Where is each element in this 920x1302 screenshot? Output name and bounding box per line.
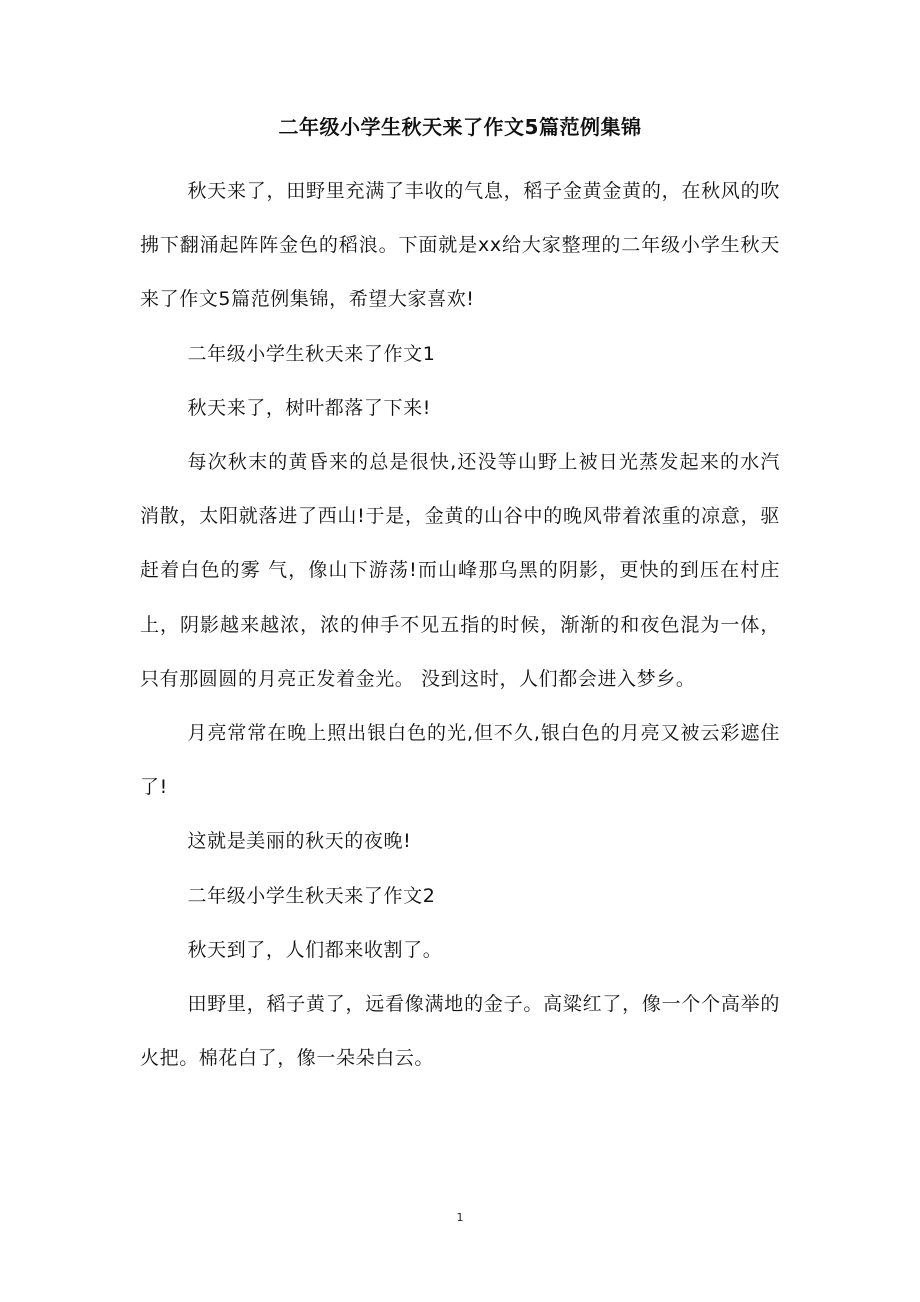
essay-1-paragraph: 每次秋末的黄昏来的总是很快,还没等山野上被日光蒸发起来的水汽消散，太阳就落进了西山!于是，金黄的山谷中的晚风带着浓重的凉意，驱赶着白色的雾 气，像山下游荡!而山峰那乌黑的阴影，更快的到压在村庄上，阴影越来越浓，浓的伸手不见五指的时候，渐渐的和夜色混为一体，只有那圆圆的月亮正发着金光。 没到这时，人们都会进入梦乡。 [140,451,780,690]
essay-1-paragraph: 月亮常常在晚上照出银白色的光,但不久,银白色的月亮又被云彩遮住了! [140,722,780,799]
essay-1-paragraph: 这就是美丽的秋天的夜晚! [187,830,412,853]
page-number: 1 [456,1211,464,1224]
essay-2-paragraph: 田野里，稻子黄了，远看像满地的金子。高粱红了，像一个个高举的火把。棉花白了，像一朵朵白云。 [140,993,780,1070]
essay-2-paragraph: 秋天到了，人们都来收割了。 [187,938,443,961]
section-heading-essay-2: 二年级小学生秋天来了作文2 [187,884,436,907]
essay-1-paragraph: 秋天来了，树叶都落了下来! [187,396,431,419]
section-heading-essay-1: 二年级小学生秋天来了作文1 [187,342,436,365]
intro-paragraph: 秋天来了，田野里充满了丰收的气息，稻子金黄金黄的，在秋风的吹拂下翻涌起阵阵金色的稻浪。下面就是xx给大家整理的二年级小学生秋天来了作文5篇范例集锦，希望大家喜欢! [140,180,780,311]
document-title: 二年级小学生秋天来了作文5篇范例集锦 [278,115,642,139]
document-body [140,164,780,1085]
